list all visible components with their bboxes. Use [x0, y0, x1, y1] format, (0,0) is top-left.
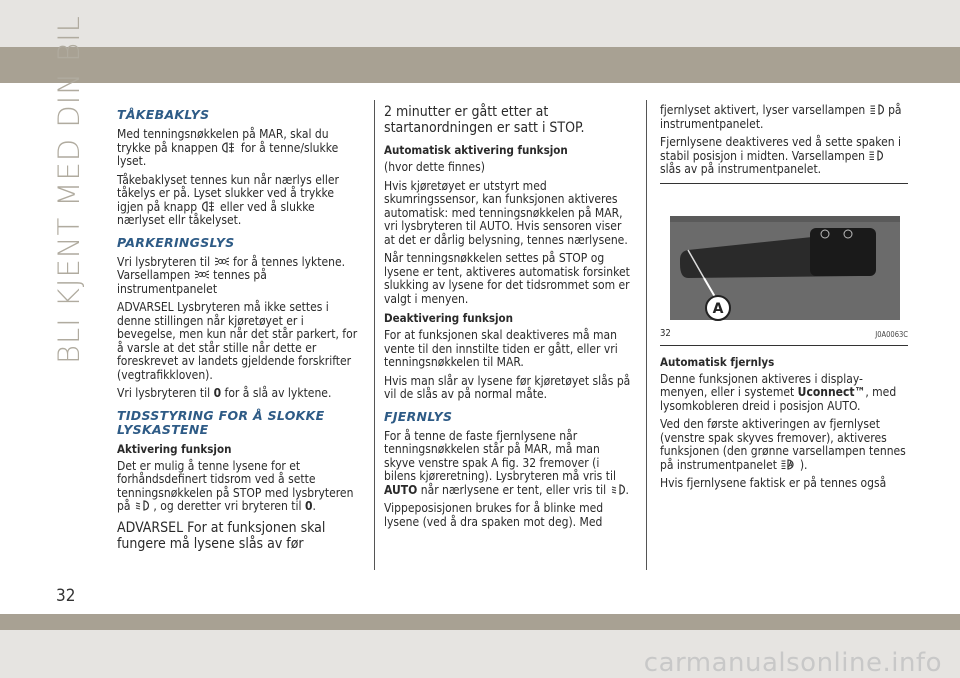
paragraph: Når tenningsnøkkelen settes på STOP og lysene er tent, aktiveres automatisk forsinket slukking av lysene for det tidsrommet som er valgt i menyen.	[384, 251, 630, 306]
paragraph: (hvor dette finnes)	[384, 160, 485, 174]
column-1	[117, 100, 362, 560]
column-divider	[646, 100, 647, 570]
figure-image	[660, 194, 908, 326]
footer-stripe	[0, 614, 960, 630]
parking-light-warning-icon	[195, 269, 209, 280]
subheading-auto-activation: Automatisk aktivering funksjon	[384, 143, 568, 157]
paragraph: Med tenningsnøkkelen på MAR, skal du trykke på knappen for å tenne/slukke lyset.	[117, 127, 339, 168]
paragraph: Fjernlysene deaktiveres ved å sette spaken i stabil posisjon i midten. Varsellampen slås av på instrumentpanelet.	[660, 135, 901, 176]
heading-timed-headlight-off: TIDSSTYRING FOR Å SLOKKE LYSKASTENE	[117, 407, 325, 437]
figure-32	[660, 183, 908, 346]
low-beam-icon	[135, 500, 149, 511]
watermark: carmanualsonline.info	[643, 648, 942, 678]
paragraph: Vippeposisjonen brukes for å blinke med lysene (ved å dra spaken mot deg). Med	[384, 501, 604, 529]
subheading-activation: Aktivering funksjon	[117, 441, 232, 456]
paragraph: fjernlyset aktivert, lyser varsellampen på instrumentpanelet.	[660, 103, 902, 131]
paragraph: Vri lysbryteren til for å tennes lyktene. Varsellampen tennes på instrumentpanelet	[117, 254, 346, 296]
side-section-title: BLI KJENT MED DIN BIL	[52, 15, 86, 364]
paragraph: Denne funksjonen aktiveres i display-menyen, eller i systemet Uconnect™, med lysomkobleren dreid i posisjon AUTO.	[660, 371, 897, 413]
stalk-illustration	[660, 194, 908, 326]
paragraph: Det er mulig å tenne lysene for et forhåndsdefinert tidsrom ved å sette tenningsnøkkelen på STOP med lysbryteren på , og deretter vri bryteren til 0.	[117, 458, 354, 513]
high-beam-icon	[869, 150, 883, 161]
heading-rear-fog-light: TÅKEBAKLYS	[117, 107, 210, 122]
paragraph: Tåkebaklyset tennes kun når nærlys eller tåkelys er på. Lyset slukker ved å trykke igjen på knapp eller ved å slukke nærlyset ellr tåkelyset.	[117, 172, 339, 227]
subheading-auto-high-beam: Automatisk fjernlys	[660, 354, 775, 369]
column-2	[384, 100, 634, 534]
heading-high-beam: FJERNLYS	[384, 408, 453, 424]
paragraph: For at funksjonen skal deaktiveres må man vente til den innstilte tiden er gått, eller vri tenningsnøkkelen til MAR.	[384, 328, 618, 369]
header-stripe	[0, 47, 960, 83]
paragraph: Vri lysbryteren til 0 for å slå av lyktene.	[117, 386, 332, 400]
figure-number: 32	[660, 327, 671, 339]
figure-label-a: A	[712, 300, 724, 317]
paragraph: Hvis man slår av lysene før kjøretøyet slås på vil de slås av på normal måte.	[384, 373, 631, 401]
auto-high-beam-icon	[781, 459, 795, 470]
paragraph: Hvis kjøretøyet er utstyrt med skumringssensor, kan funksjonen aktiveres automatisk: med tenningsnøkkelen på MAR, vri lysbryteren til AUTO. Hvis sensoren viser at det er dårlig belysning, tennes nærlysene.	[384, 178, 628, 247]
page-number: 32	[56, 586, 76, 606]
warning-paragraph: ADVARSEL For at funksjonen skal fungere må lysene slås av før	[117, 519, 326, 552]
rear-fog-light-icon	[222, 142, 236, 153]
low-beam-icon	[611, 484, 625, 495]
header-band	[0, 0, 960, 47]
high-beam-icon	[870, 104, 884, 115]
figure-caption	[660, 326, 908, 339]
paragraph: Ved den første aktiveringen av fjernlyset (venstre spak skyves fremover), aktiveres funksjonen (den grønne varsellampen tennes på instrumentpanelet ).	[660, 417, 906, 472]
rear-fog-light-icon	[202, 201, 216, 212]
paragraph: Hvis fjernlysene faktisk er på tennes også	[660, 476, 887, 490]
warning-paragraph: ADVARSEL Lysbryteren må ikke settes i denne stillingen når kjøretøyet er i bevegelse, men kun når det står parkert, for å varsle at det står stille når dette er foreskrevet av landets gjeldende forskrifter (vegtrafikkloven).	[117, 300, 358, 382]
paragraph: 2 minutter er gått etter at startanordningen er satt i STOP.	[384, 104, 585, 136]
subheading-deactivation: Deaktivering funksjon	[384, 311, 514, 325]
parking-light-icon	[215, 256, 229, 267]
figure-code: J0A0063C	[875, 329, 908, 339]
paragraph: For å tenne de faste fjernlysene når tenningsnøkkelen står på MAR, må man skyve venstre spak A fig. 32 fremover (i bilens kjøreretning). Lysbryteren må vris til AUTO når nærlysene er tent, eller vris til .	[384, 428, 629, 497]
heading-parking-lights: PARKERINGSLYS	[117, 234, 235, 250]
column-3	[660, 100, 908, 496]
column-divider	[374, 100, 375, 570]
